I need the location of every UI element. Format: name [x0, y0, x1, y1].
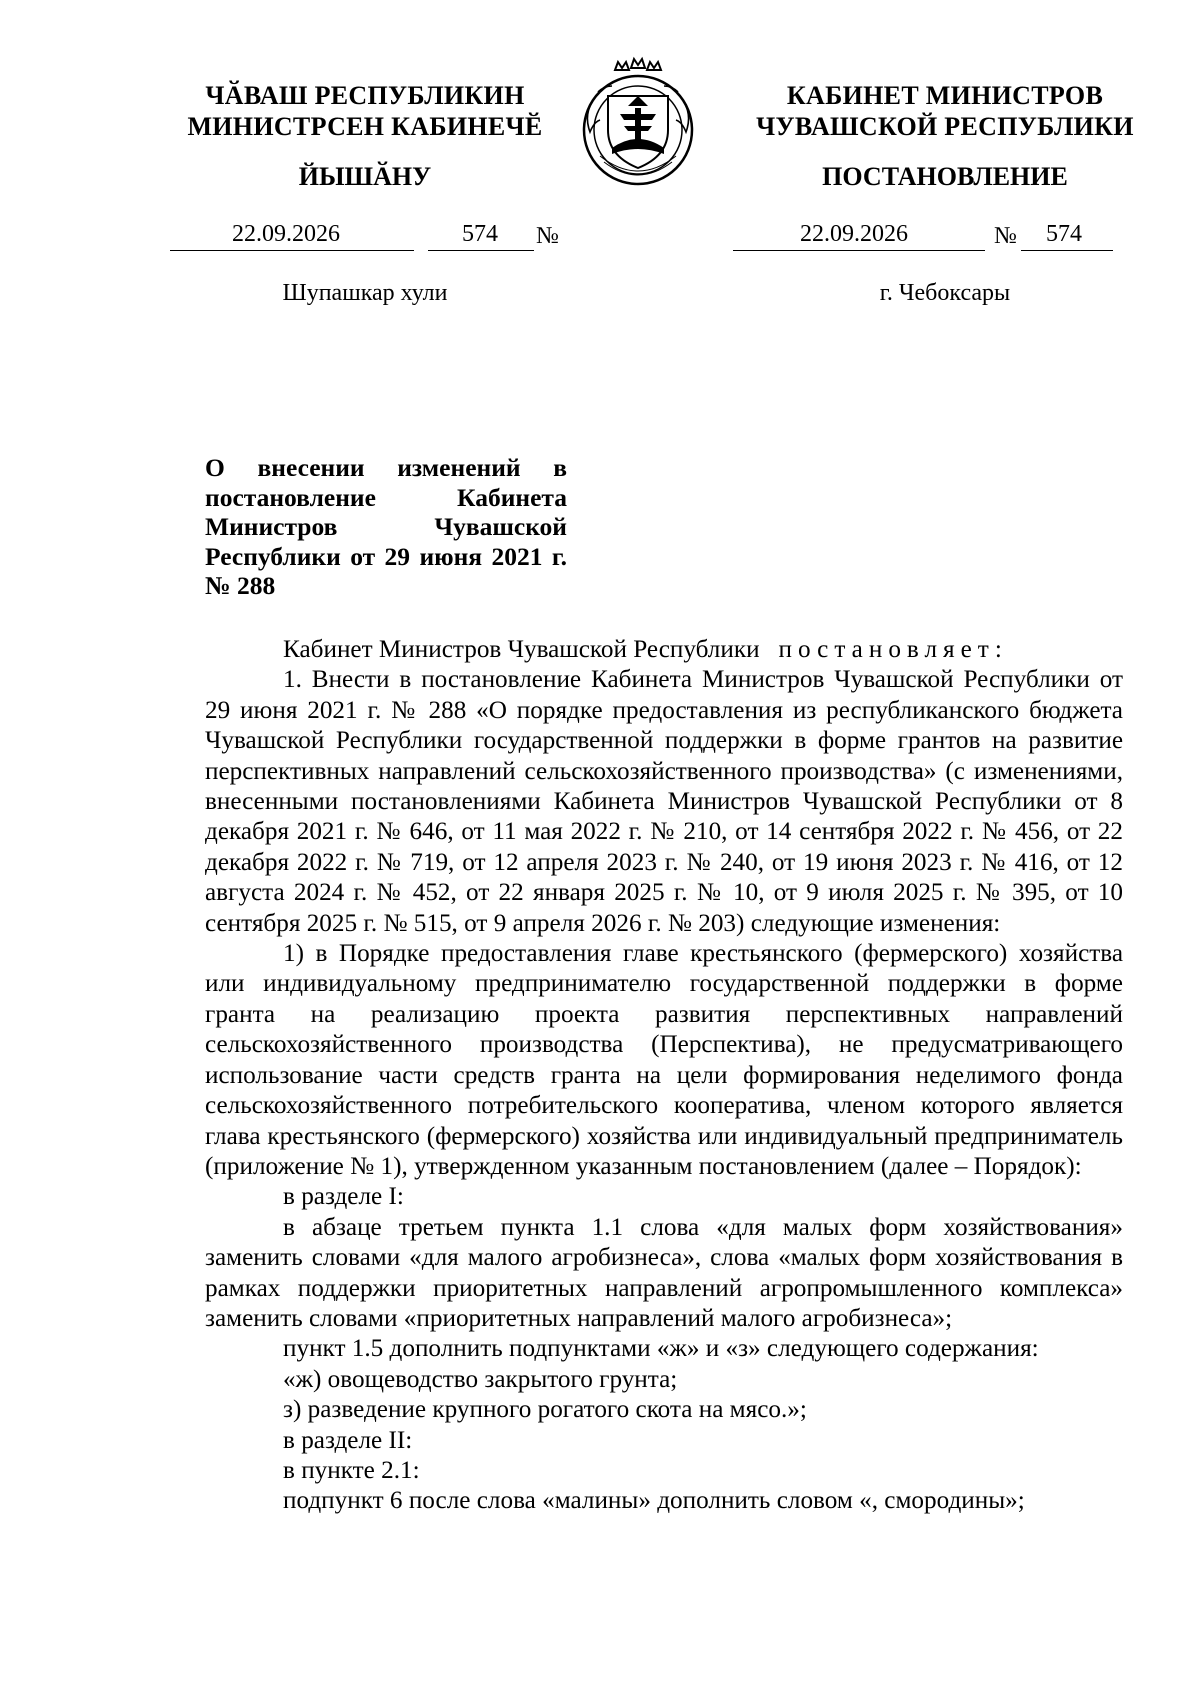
- right-date-field: [733, 220, 985, 251]
- paragraph-1: 1. Внести в постановление Кабинета Министров Чувашской Республики от 29 июня 2021 г. № 288 «О порядке предоставления из республиканского бюджета Чувашской Республики государственной поддержки в форме грантов на развитие перспективных направлений сельскохозяйственного производства» (с изменениями, внесенными постановлениями Кабинета Министров Чувашской Республики от 8 декабря 2021 г. № 646, от 11 мая 2022 г. № 210, от 14 сентября 2022 г. № 456, от 22 декабря 2022 г. № 719, от 12 апреля 2023 г. № 240, от 19 июня 2023 г. № 416, от 12 августа 2024 г. № 452, от 22 января 2025 г. № 10, от 9 июля 2025 г. № 395, от 10 сентября 2025 г. № 515, от 9 апреля 2026 г. № 203) следующие изменения:: [205, 666, 1123, 937]
- paragraph-3: в разделе I:: [283, 1183, 404, 1211]
- left-city: Шупашкар хули: [282, 280, 448, 306]
- paragraph-9: в пункте 2.1:: [283, 1456, 420, 1484]
- paragraph-10: подпункт 6 после слова «малины» дополнить словом «, смородины»;: [283, 1487, 1025, 1515]
- paragraph-7: з) разведение крупного рогатого скота на мясо.»;: [283, 1396, 807, 1424]
- right-number-sign: №: [994, 223, 1017, 249]
- right-doc-type: ПОСТАНОВЛЕНИЕ: [822, 162, 1068, 191]
- left-doc-type: ЙЫШӐНУ: [298, 162, 432, 191]
- document-body: [205, 635, 1123, 1517]
- right-date: 22.09.2026: [800, 221, 908, 247]
- left-number-field: [428, 220, 534, 251]
- left-number: 574: [462, 221, 498, 247]
- chuvash-republic-emblem-icon: [570, 52, 706, 188]
- right-org-name: [730, 80, 1160, 142]
- left-date: 22.09.2026: [232, 221, 340, 247]
- left-date-field: [170, 220, 414, 251]
- paragraph-8: в разделе II:: [283, 1426, 413, 1454]
- left-org-line1: ЧӐВАШ РЕСПУБЛИКИН: [205, 81, 525, 110]
- document-subject: О внесении изменений в постановление Кабинета Министров Чувашской Республики от 29 июня 2021 г. № 288: [205, 453, 567, 600]
- preamble: [205, 635, 1123, 665]
- left-number-sign: №: [536, 223, 559, 249]
- paragraph-5: пункт 1.5 дополнить подпунктами «ж» и «з» следующего содержания:: [283, 1335, 1039, 1363]
- preamble-start: Кабинет Министров Чувашской Республики: [283, 636, 760, 663]
- paragraph-6: «ж) овощеводство закрытого грунта;: [283, 1365, 678, 1393]
- paragraph-2: 1) в Порядке предоставления главе крестьянского (фермерского) хозяйства или индивидуальному предпринимателю государственной поддержки в форме гранта на реализацию проекта развития перспективных направлений сельскохозяйственного производства (Перспектива), не предусматривающего использование части средств гранта на цели формирования неделимого фонда сельскохозяйственного потребительского кооператива, членом которого является глава крестьянского (фермерского) хозяйства или индивидуальный предприниматель (приложение № 1), утвержденном указанным постановлением (далее – Порядок):: [205, 940, 1123, 1180]
- right-city: г. Чебоксары: [879, 280, 1011, 306]
- right-number: 574: [1046, 221, 1082, 247]
- right-number-field: [1021, 220, 1113, 251]
- left-org-line2: МИНИСТРСЕН КАБИНЕЧӖ: [187, 112, 543, 141]
- right-org-line1: КАБИНЕТ МИНИСТРОВ: [786, 81, 1104, 110]
- paragraph-4: в абзаце третьем пункта 1.1 слова «для малых форм хозяйствования» заменить словами «для малого агробизнеса», слова «малых форм хозяйствования в рамках поддержки приоритетных направлений агропромышленного комплекса» заменить словами «приоритетных направлений малого агробизнеса»;: [205, 1213, 1123, 1332]
- preamble-verb: постановляет:: [778, 636, 1008, 663]
- left-org-name: [150, 80, 580, 142]
- right-org-line2: ЧУВАШСКОЙ РЕСПУБЛИКИ: [756, 112, 1134, 141]
